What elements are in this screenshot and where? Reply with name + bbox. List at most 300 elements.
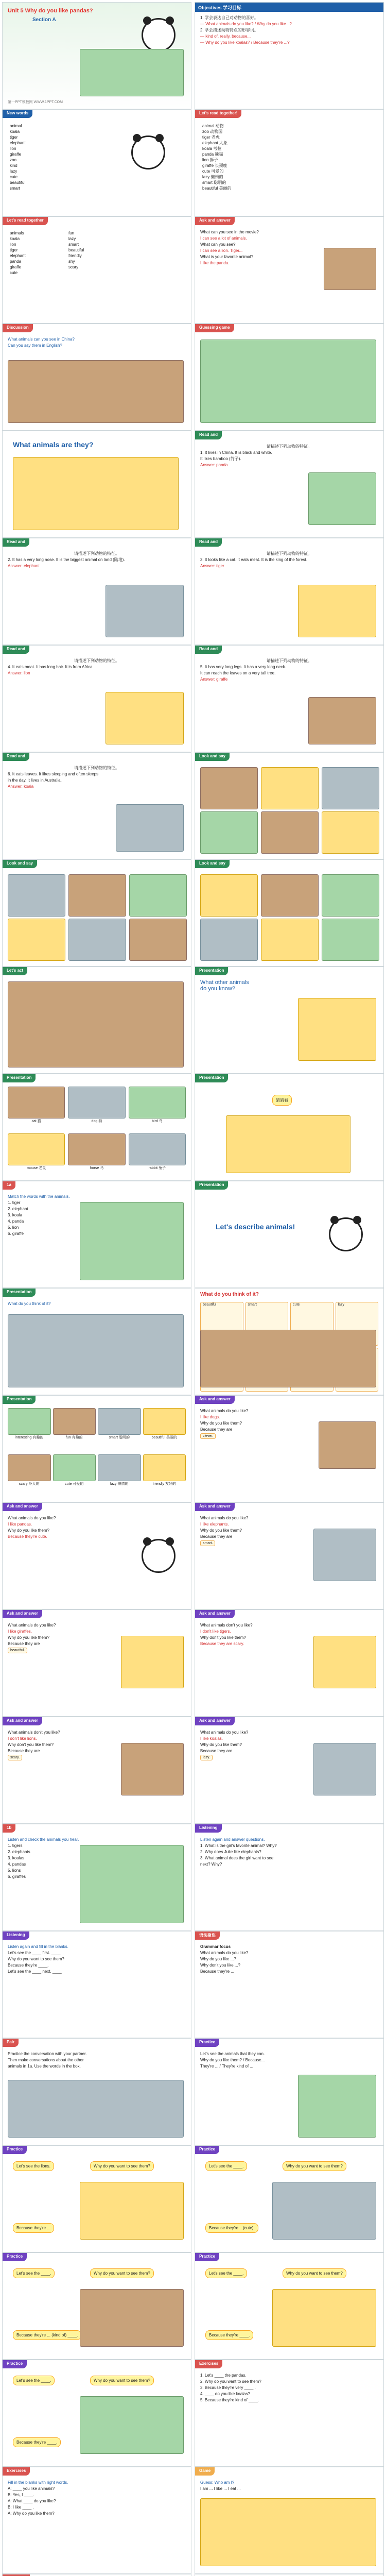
slide-qa-koalas: [195, 1717, 384, 1824]
dialogue-line: What animals don't you like?: [8, 1730, 60, 1735]
dialogue-line: What is your favorite animal?: [200, 255, 254, 259]
adjective-card: [98, 1408, 141, 1452]
adjective-label: lazy 懒惰的: [110, 1482, 129, 1486]
exercise-line: 5. Because they're kind of ____.: [200, 2398, 259, 2402]
slide-tag: Presentation: [195, 1074, 228, 1082]
dialogue-line: What can you see in the movie?: [200, 230, 259, 234]
dialogue-line: Because they are: [200, 1749, 233, 1753]
slide-exercises-2: [2, 2467, 191, 2574]
animal-photo: [261, 767, 319, 809]
word: beautiful: [68, 248, 84, 252]
slide-tag: Look and say: [195, 860, 230, 868]
check-item[interactable]: 2. elephants: [8, 1850, 30, 1854]
word: giraffe 长颈鹿: [202, 163, 227, 168]
speech-bubble: Why do you want to see them?: [283, 2161, 346, 2171]
dialogue-line: Because they are scary.: [200, 1641, 244, 1646]
slide-practice-3: [195, 2145, 384, 2252]
slide-qa-elephants: [195, 1502, 384, 1609]
animal-card: [68, 1133, 125, 1177]
answer-box: lazy.: [200, 1755, 213, 1760]
objective: 1. 学会表达自己对动物的喜好。: [200, 15, 258, 20]
word: fun: [68, 231, 75, 235]
objective: — What animals do you like? / Why do you like...?: [200, 22, 292, 26]
word: koala: [10, 236, 20, 241]
dialogue-line: What animals do you like?: [200, 1516, 249, 1520]
slide-read-together: [195, 109, 384, 216]
speech-bubble: Why do you want to see them?: [90, 2161, 154, 2171]
clue: in the day. It lives in Australia.: [8, 778, 62, 783]
grammar-title: Grammar focus: [200, 1944, 231, 1949]
animal-label: mouse 老鼠: [27, 1166, 46, 1170]
adjective-card: [143, 1408, 186, 1452]
slide-tag: Practice: [3, 2146, 27, 2154]
slide-look-say-1: [195, 752, 384, 859]
slide-idiom: [195, 2574, 384, 2576]
instruction: Then make conversations about the other: [8, 2058, 84, 2062]
slide-tag: Listening: [3, 1931, 29, 1940]
slide-tag: 1b: [3, 1824, 15, 1833]
slide-tag: Presentation: [3, 1396, 36, 1404]
word-list: [202, 123, 231, 191]
animal-photo: [8, 1087, 65, 1118]
dialogue-line: I can see a lot of animals.: [200, 236, 247, 241]
slide-tag: Read and: [3, 646, 29, 654]
animal-image: [226, 1115, 350, 1173]
word: tiger 老虎: [202, 135, 220, 140]
question: What other animals: [200, 979, 249, 986]
slide-tag: Read and: [195, 538, 222, 547]
slide-tag: Presentation: [3, 1289, 36, 1297]
slide-what-animals: [2, 431, 191, 538]
word: elephant: [10, 253, 26, 258]
word: smart 聪明的: [202, 180, 226, 185]
objective: 2. 学会描述动物特点的形容词。: [200, 28, 258, 32]
panda-illustration: [142, 1539, 176, 1573]
clue: 2. It has a very long nose. It is the biggest animal on land (陆地).: [8, 557, 125, 562]
unit-title: Unit 5 Why do you like pandas?: [8, 8, 93, 14]
speech-bubble: Let's see the lions.: [13, 2161, 54, 2171]
animal-card: [8, 1087, 65, 1130]
blank-line: Why do you want to see them?: [8, 1957, 64, 1961]
slide-tag: Practice: [3, 2360, 27, 2368]
word: tiger: [10, 135, 18, 140]
slide-tag: 语法聚焦: [195, 1931, 220, 1940]
match-item: 2. elephant: [8, 1207, 28, 1211]
adjective-label: beautiful 美丽的: [151, 1436, 177, 1439]
animal-photo: [200, 767, 258, 809]
slide-tag: Read and: [3, 753, 29, 761]
dog-photo: [319, 1421, 376, 1469]
animal-photo: [8, 1408, 51, 1435]
slide-tag: Practice: [195, 2253, 219, 2261]
match-item: 5. lion: [8, 1225, 19, 1230]
animal-photo: [261, 811, 319, 854]
animal-photo: [8, 1133, 65, 1165]
match-item: 4. panda: [8, 1219, 24, 1224]
giraffe-photo: [308, 697, 376, 744]
slide-tag: Exercises: [3, 2467, 30, 2476]
slide-tag: Ask and answer: [195, 1610, 235, 1618]
animal-photo: [129, 874, 187, 917]
check-item[interactable]: 4. pandas: [8, 1862, 26, 1867]
animal-photo: [80, 2289, 184, 2347]
slide-tag: Practice: [195, 2039, 219, 2047]
answer: Answer: giraffe: [200, 677, 228, 682]
dialogue-line: What animals do you like?: [8, 1516, 56, 1520]
slide-pair: [2, 2038, 191, 2145]
speech-bubble: Let's see the ____.: [13, 2376, 55, 2385]
dialogue-line: What animals do you like?: [200, 1409, 249, 1413]
slide-tag: Let's read together!: [195, 110, 241, 118]
slide-guessing-game: [195, 324, 384, 431]
slide-tag: Ask and answer: [195, 1396, 235, 1404]
animal-photo: [322, 767, 379, 809]
question: next? Why?: [200, 1862, 222, 1867]
adjective-card: [53, 1408, 96, 1452]
practice-line: Why do you like them? / Because...: [200, 2058, 265, 2062]
slide-title: [2, 2, 191, 109]
speech-bubble: Why do you want to see them?: [90, 2268, 154, 2278]
slide-qa-giraffes: [2, 1609, 191, 1717]
dialogue-line: Why do you like them?: [200, 1528, 242, 1533]
blank-line: Let's see the ____ next. ____: [8, 1969, 62, 1974]
adjective-card: [8, 1408, 51, 1452]
clue: 1. It lives in China. It is black and white.: [200, 450, 272, 455]
dialogue-line: What animals do you like?: [8, 1623, 56, 1628]
word: animal: [10, 124, 22, 128]
game-line: I am ... I like ... I eat ...: [200, 2486, 241, 2491]
slide-read-5: [195, 645, 384, 752]
speech-bubble: Why do you want to see them?: [283, 2268, 346, 2278]
slide-read-2: [2, 538, 191, 645]
zoo-picture: [80, 1202, 184, 1280]
clue: 5. It has very long legs. It has a very long neck.: [200, 665, 286, 669]
slide-objectives: [195, 2, 384, 109]
slide-tag: Ask and answer: [195, 217, 235, 225]
slide-new-words: [2, 109, 191, 216]
guess-bubble: 猜猜看: [272, 1095, 292, 1106]
dialogue-line: I like elephants.: [200, 1522, 229, 1527]
game-image: [200, 340, 376, 423]
slide-practice-5: [195, 2252, 384, 2360]
slide-tag: Presentation: [195, 1181, 228, 1190]
slide-grid: [2, 2, 384, 2576]
word: cute: [10, 175, 18, 179]
word: koala: [10, 129, 20, 134]
lion-photo: [121, 1743, 184, 1795]
slide-tag: Ask and answer: [3, 1717, 42, 1725]
answer-box: beautiful.: [8, 1648, 27, 1653]
animal-photo: [200, 874, 258, 917]
slide-listening-1: [195, 1824, 384, 1931]
question: 1. What is the girl's favorite animal? Why?: [200, 1843, 277, 1848]
exercise-line: 4. ____ do you like koalas?: [200, 2392, 250, 2396]
dialogue-line: I like giraffes.: [8, 1629, 32, 1634]
slide-discussion: [2, 324, 191, 431]
animal-label: dog 狗: [91, 1120, 102, 1123]
animal-photo: [322, 811, 379, 854]
dialogue-line: I don't like lions.: [8, 1736, 37, 1741]
word: zoo: [10, 158, 16, 162]
dialogue-line: Why do you like them?: [200, 1421, 242, 1426]
speech-bubble: Let's see the ____.: [13, 2268, 55, 2278]
animals-image: [200, 1330, 376, 1387]
panda-illustration: [329, 1217, 363, 1251]
slide-tag: Presentation: [3, 1074, 36, 1082]
slide-header: Objectives 学习目标: [195, 3, 383, 12]
elephant-photo: [106, 585, 184, 637]
slide-what-think-2: [195, 1288, 384, 1395]
animal-label: cat 猫: [31, 1120, 41, 1123]
animal-photo: [322, 919, 379, 961]
word: lazy 懒惰的: [202, 175, 223, 179]
adjective-label: friendly 友好的: [152, 1482, 176, 1486]
slide-presentation-2: [2, 1074, 191, 1181]
adjective-label: interesting 有趣的: [15, 1436, 44, 1439]
exercise-line: B: I like ____ .: [8, 2505, 34, 2510]
animal-photo: [80, 2396, 184, 2454]
practice-line: Let's see the animals that they can.: [200, 2052, 265, 2056]
word: smart: [10, 186, 20, 191]
dialogue-line: I don't like tigers.: [200, 1629, 231, 1634]
instruction: animals in 1a. Use the words in the box.: [8, 2064, 81, 2069]
adjective-card: [98, 1454, 141, 1499]
grammar-line: Because they're ...: [200, 1969, 235, 1974]
animal-photo: [68, 1133, 125, 1165]
tiger-photo: [313, 1636, 376, 1688]
animal-photo: [98, 1408, 141, 1435]
adjective-label: smart 聪明的: [109, 1436, 130, 1439]
zoo-picture: [80, 1845, 184, 1923]
slide-read-together-2: [2, 216, 191, 324]
prompt: 请描述下列动物的特征。: [74, 658, 119, 663]
check-item[interactable]: 3. koalas: [8, 1856, 25, 1860]
animals-image: [13, 457, 179, 530]
slide-tag: Let's act: [3, 967, 27, 975]
check-item[interactable]: 5. lions: [8, 1868, 21, 1873]
objective: — kind of, really, because...: [200, 34, 251, 39]
dialogue-line: Because they're cute.: [8, 1534, 47, 1539]
adjective-chip: smart: [245, 1302, 289, 1346]
panda-illustration: [142, 18, 176, 52]
animal-photo: [261, 874, 319, 917]
slide-heading: What do you think of it?: [200, 1292, 259, 1297]
speech-bubble: Because they're ____.: [13, 2437, 61, 2447]
animal-label: bird 鸟: [152, 1120, 163, 1123]
clue: 4. It eats meat. It has long hair. It is from Africa.: [8, 665, 94, 669]
check-item[interactable]: 6. giraffes: [8, 1874, 26, 1879]
slide-qa-pandas: [2, 1502, 191, 1609]
animals-image: [8, 1314, 184, 1387]
dialogue-line: Why don't you like them?: [200, 1635, 247, 1640]
dialogue-line: I can see a lion. Tiger...: [200, 248, 243, 253]
objective: — Why do you like koalas? / Because they're ...?: [200, 40, 290, 45]
slide-look-say-2: [2, 859, 191, 967]
slide-qa-lions: [2, 1717, 191, 1824]
animal-photo: [129, 919, 187, 961]
answer-box: clever.: [200, 1433, 216, 1439]
slide-lets-act: [2, 967, 191, 1074]
answer-box: scary.: [8, 1755, 22, 1760]
word: scary: [68, 265, 79, 269]
word: cute: [10, 270, 18, 275]
word: friendly: [68, 253, 82, 258]
section-label: Section A: [32, 17, 56, 23]
animal-image: [298, 2075, 376, 2138]
slide-1a: [2, 1181, 191, 1288]
dialogue-line: I like the panda.: [200, 261, 230, 265]
cartoon-image: [298, 998, 376, 1061]
exercise-line: A: ____ you like animals?: [8, 2486, 55, 2491]
animal-photo: [143, 1408, 186, 1435]
clue: It can reach the leaves on a very tall tree.: [200, 671, 276, 675]
prompt: 请描述下列动物的特征。: [267, 551, 312, 556]
animal-photo: [8, 919, 65, 961]
animal-photo: [272, 2182, 376, 2240]
word: lazy: [10, 169, 17, 174]
adjective-chip: beautiful: [200, 1302, 243, 1346]
slide-presentation-1: [195, 967, 384, 1074]
animal-photo: [322, 874, 379, 917]
animal-card: [8, 1133, 65, 1177]
dialogue-line: Why do you like them?: [8, 1528, 49, 1533]
slide-practice-6: [2, 2360, 191, 2467]
slide-read-4: [2, 645, 191, 752]
lion-photo: [80, 2182, 184, 2240]
clue: 6. It eats leaves. It likes sleeping and often sleeps: [8, 772, 99, 776]
question: 2. Why does Julie like elephants?: [200, 1850, 261, 1854]
match-item: 3. koala: [8, 1213, 23, 1217]
slide-listening-2: [2, 1931, 191, 2038]
slide-what-think-1: [2, 1288, 191, 1395]
speech-bubble: Because they're ... (kind of) ____.: [13, 2330, 81, 2340]
slide-heading: What animals are they?: [13, 440, 94, 449]
slide-exercises-3: [2, 2574, 191, 2576]
speech-bubble: Let's see the ____.: [205, 2161, 247, 2171]
question: What do you think of it?: [8, 1301, 51, 1306]
slide-presentation-3: [195, 1074, 384, 1181]
slide-heading: Let's describe animals!: [216, 1223, 295, 1231]
animal-photo: [200, 811, 258, 854]
slide-practice-2: [2, 2145, 191, 2252]
blank-line: Let's see the ____ first. ____: [8, 1951, 61, 1955]
giraffe-photo: [121, 1636, 184, 1688]
word-list: [10, 230, 123, 276]
slide-tag: Read and: [195, 431, 222, 439]
bamboo-image: [80, 49, 184, 96]
slide-grammar: [195, 1931, 384, 2038]
exercise-line: 2. Why do you want to see them?: [200, 2379, 261, 2384]
dialogue-line: What animals don't you like?: [200, 1623, 253, 1628]
adjective-label: cute 可爱的: [65, 1482, 84, 1486]
animal-card: [129, 1087, 186, 1130]
grammar-line: What animals do you like?: [200, 1951, 249, 1955]
animal-label: horse 马: [90, 1166, 104, 1170]
game-image: [200, 2498, 376, 2566]
slide-look-say-3: [195, 859, 384, 967]
act-image: [8, 981, 184, 1067]
animal-photo: [261, 919, 319, 961]
animal-photo: [68, 919, 126, 961]
speech-bubble: Because they're ...(cute).: [205, 2223, 258, 2233]
slide-tag: 1a: [3, 1181, 15, 1190]
slide-tag: Game: [195, 2467, 215, 2476]
dialogue-line: I like pandas.: [8, 1522, 32, 1527]
adjective-label: fun 有趣的: [65, 1436, 83, 1439]
slide-tag: Read and: [195, 646, 222, 654]
adjective-card: [53, 1454, 96, 1499]
slide-tag: Practice: [3, 2253, 27, 2261]
elephant-photo: [313, 1529, 376, 1581]
animal-photo: [129, 1087, 186, 1118]
animal-photo: [68, 874, 126, 917]
word: lazy: [68, 236, 76, 241]
prompt: 请描述下列动物的特征。: [267, 444, 312, 449]
task-title: Listen again and answer questions.: [200, 1837, 265, 1842]
prompt: 请描述下列动物的特征。: [74, 551, 119, 556]
word-list: [10, 123, 26, 191]
slide-tag: Ask and answer: [195, 1717, 235, 1725]
word: cute 可爱的: [202, 169, 224, 174]
adjective-label: scary 吓人的: [19, 1482, 40, 1486]
slide-1b: [2, 1824, 191, 1931]
animal-photo: [143, 1454, 186, 1481]
task-title: Match the words with the animals.: [8, 1194, 70, 1199]
slide-tag: New words: [3, 110, 32, 118]
match-item: 6. giraffe: [8, 1231, 24, 1236]
word: smart: [68, 242, 79, 247]
answer: Answer: elephant: [8, 564, 40, 568]
check-item[interactable]: 1. tigers: [8, 1843, 23, 1848]
animal-photo: [53, 1408, 96, 1435]
word: beautiful: [10, 180, 26, 185]
exercise-line: A: Why do you like them?: [8, 2511, 55, 2516]
word: giraffe: [10, 265, 22, 269]
dialogue-line: What animals do you like?: [200, 1730, 249, 1735]
panda-illustration: [131, 135, 165, 170]
animal-card: [129, 1133, 186, 1177]
slide-read-1: [195, 431, 384, 538]
slide-tag: Ask and answer: [3, 1610, 42, 1618]
word: lion 狮子: [202, 158, 218, 162]
slide-tag: Pair: [3, 2039, 19, 2047]
speech-bubble: Why do you want to see them?: [90, 2376, 154, 2385]
slide-tag: Listening: [195, 1824, 222, 1833]
word: koala 考拉: [202, 146, 222, 151]
panda-photo: [308, 472, 376, 525]
dialogue-line: Because they are: [200, 1427, 233, 1432]
animal-photo: [53, 1454, 96, 1481]
slide-qa-tigers: [195, 1609, 384, 1717]
answer: Answer: lion: [8, 671, 30, 675]
speech-bubble: Because they're ...: [13, 2223, 54, 2233]
slide-tag: Look and say: [3, 860, 37, 868]
exercise-line: B: Yes, I ____.: [8, 2493, 34, 2497]
word: animal 动物: [202, 124, 224, 128]
slide-tag: Guessing game: [195, 324, 234, 332]
question: Can you say them in English?: [8, 343, 62, 348]
slide-exercises-1: [195, 2360, 384, 2467]
exercise-line: 3. Because they're very ____ .: [200, 2385, 256, 2390]
dialogue-line: Why do you like them?: [8, 1635, 49, 1640]
animal-photo: [8, 874, 65, 917]
game-line: Guess: Who am I?: [200, 2480, 235, 2485]
word: lion: [10, 146, 16, 151]
task-title: Listen and check the animals you hear.: [8, 1837, 79, 1842]
word: animals: [10, 231, 24, 235]
tiger-photo: [298, 585, 376, 637]
dialogue-line: Why do you like them?: [200, 1742, 242, 1747]
